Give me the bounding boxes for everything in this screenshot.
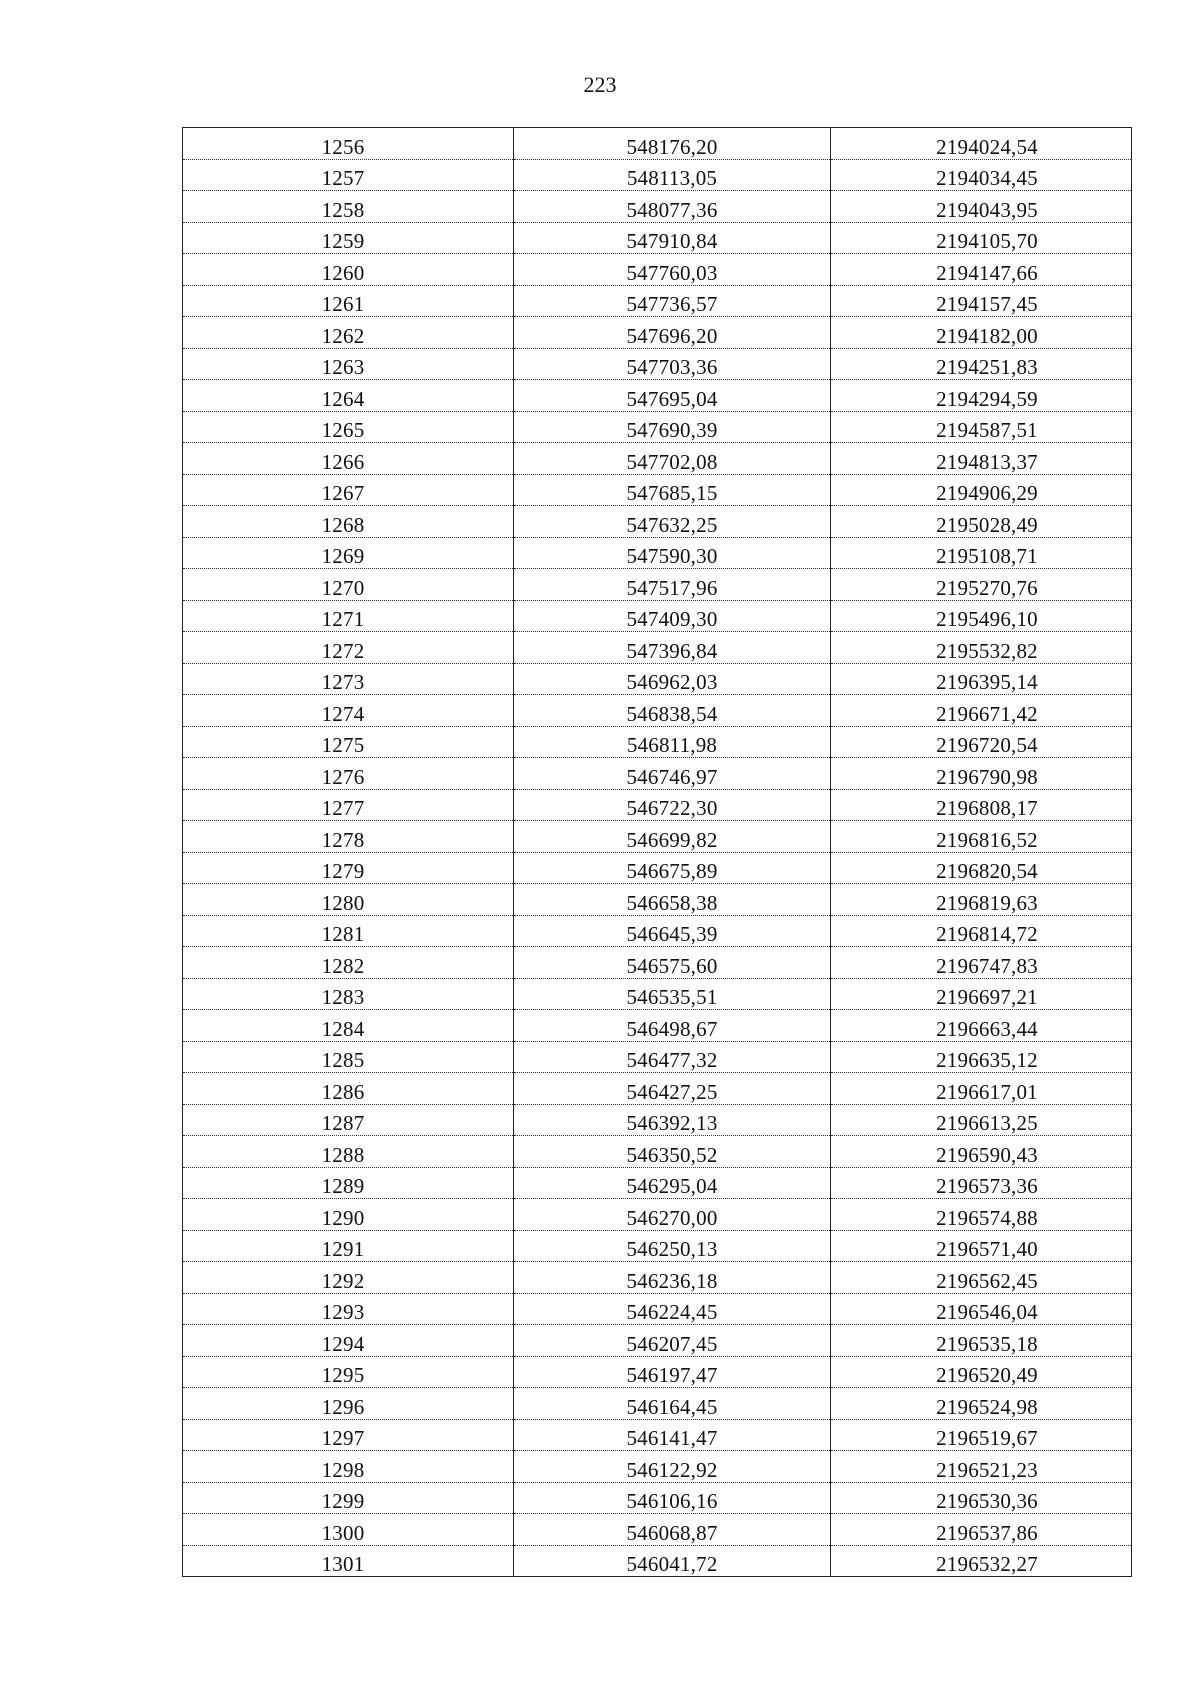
x-coordinate-cell: 547590,30 (514, 537, 831, 569)
point-number-cell: 1274 (183, 695, 514, 727)
table-row (183, 1451, 1132, 1483)
table-row (183, 1104, 1132, 1136)
x-coordinate-cell: 546197,47 (514, 1356, 831, 1388)
x-coordinate-cell: 547696,20 (514, 317, 831, 349)
y-coordinate-cell: 2196521,23 (831, 1451, 1132, 1483)
point-number-cell: 1271 (183, 600, 514, 632)
x-coordinate-cell: 546224,45 (514, 1293, 831, 1325)
y-coordinate-cell: 2196537,86 (831, 1514, 1132, 1546)
y-coordinate-cell: 2194906,29 (831, 474, 1132, 506)
table-row (183, 915, 1132, 947)
y-coordinate-cell: 2194043,95 (831, 191, 1132, 223)
y-coordinate-cell: 2196663,44 (831, 1010, 1132, 1042)
y-coordinate-cell: 2195270,76 (831, 569, 1132, 601)
x-coordinate-cell: 546041,72 (514, 1545, 831, 1577)
point-number-cell: 1298 (183, 1451, 514, 1483)
table-row (183, 695, 1132, 727)
point-number-cell: 1259 (183, 222, 514, 254)
table-row (183, 1230, 1132, 1262)
y-coordinate-cell: 2195532,82 (831, 632, 1132, 664)
x-coordinate-cell: 547910,84 (514, 222, 831, 254)
y-coordinate-cell: 2196816,52 (831, 821, 1132, 853)
table-row (183, 285, 1132, 317)
y-coordinate-cell: 2195496,10 (831, 600, 1132, 632)
table-row (183, 380, 1132, 412)
point-number-cell: 1295 (183, 1356, 514, 1388)
point-number-cell: 1266 (183, 443, 514, 475)
y-coordinate-cell: 2194813,37 (831, 443, 1132, 475)
x-coordinate-cell: 548176,20 (514, 128, 831, 160)
y-coordinate-cell: 2196790,98 (831, 758, 1132, 790)
x-coordinate-cell: 546699,82 (514, 821, 831, 853)
table-row (183, 1293, 1132, 1325)
point-number-cell: 1278 (183, 821, 514, 853)
table-row (183, 128, 1132, 160)
y-coordinate-cell: 2195028,49 (831, 506, 1132, 538)
point-number-cell: 1286 (183, 1073, 514, 1105)
point-number-cell: 1260 (183, 254, 514, 286)
x-coordinate-cell: 546207,45 (514, 1325, 831, 1357)
point-number-cell: 1287 (183, 1104, 514, 1136)
x-coordinate-cell: 548113,05 (514, 159, 831, 191)
point-number-cell: 1258 (183, 191, 514, 223)
point-number-cell: 1290 (183, 1199, 514, 1231)
table-row (183, 1136, 1132, 1168)
table-row (183, 159, 1132, 191)
point-number-cell: 1269 (183, 537, 514, 569)
x-coordinate-cell: 546477,32 (514, 1041, 831, 1073)
table-row (183, 1514, 1132, 1546)
y-coordinate-cell: 2196532,27 (831, 1545, 1132, 1577)
y-coordinate-cell: 2196520,49 (831, 1356, 1132, 1388)
point-number-cell: 1276 (183, 758, 514, 790)
y-coordinate-cell: 2194294,59 (831, 380, 1132, 412)
point-number-cell: 1277 (183, 789, 514, 821)
x-coordinate-cell: 546575,60 (514, 947, 831, 979)
y-coordinate-cell: 2196814,72 (831, 915, 1132, 947)
x-coordinate-cell: 547396,84 (514, 632, 831, 664)
y-coordinate-cell: 2196530,36 (831, 1482, 1132, 1514)
table-row (183, 1167, 1132, 1199)
y-coordinate-cell: 2196571,40 (831, 1230, 1132, 1262)
table-row (183, 506, 1132, 538)
point-number-cell: 1273 (183, 663, 514, 695)
y-coordinate-cell: 2194147,66 (831, 254, 1132, 286)
table-row (183, 884, 1132, 916)
y-coordinate-cell: 2196546,04 (831, 1293, 1132, 1325)
point-number-cell: 1265 (183, 411, 514, 443)
x-coordinate-cell: 546270,00 (514, 1199, 831, 1231)
y-coordinate-cell: 2196671,42 (831, 695, 1132, 727)
x-coordinate-cell: 546122,92 (514, 1451, 831, 1483)
y-coordinate-cell: 2194182,00 (831, 317, 1132, 349)
point-number-cell: 1262 (183, 317, 514, 349)
table-row (183, 222, 1132, 254)
y-coordinate-cell: 2196535,18 (831, 1325, 1132, 1357)
table-row (183, 411, 1132, 443)
point-number-cell: 1264 (183, 380, 514, 412)
point-number-cell: 1272 (183, 632, 514, 664)
x-coordinate-cell: 546675,89 (514, 852, 831, 884)
x-coordinate-cell: 547517,96 (514, 569, 831, 601)
x-coordinate-cell: 546645,39 (514, 915, 831, 947)
x-coordinate-cell: 546746,97 (514, 758, 831, 790)
x-coordinate-cell: 546838,54 (514, 695, 831, 727)
y-coordinate-cell: 2196720,54 (831, 726, 1132, 758)
x-coordinate-cell: 547736,57 (514, 285, 831, 317)
table-row (183, 1356, 1132, 1388)
table-row (183, 1325, 1132, 1357)
point-number-cell: 1288 (183, 1136, 514, 1168)
point-number-cell: 1275 (183, 726, 514, 758)
table-row (183, 474, 1132, 506)
point-number-cell: 1297 (183, 1419, 514, 1451)
y-coordinate-cell: 2196395,14 (831, 663, 1132, 695)
y-coordinate-cell: 2196562,45 (831, 1262, 1132, 1294)
table-row (183, 1073, 1132, 1105)
x-coordinate-cell: 546106,16 (514, 1482, 831, 1514)
y-coordinate-cell: 2194251,83 (831, 348, 1132, 380)
x-coordinate-cell: 547760,03 (514, 254, 831, 286)
table-row (183, 789, 1132, 821)
y-coordinate-cell: 2196613,25 (831, 1104, 1132, 1136)
point-number-cell: 1291 (183, 1230, 514, 1262)
table-row (183, 1262, 1132, 1294)
table-row (183, 348, 1132, 380)
table-row (183, 569, 1132, 601)
y-coordinate-cell: 2196747,83 (831, 947, 1132, 979)
x-coordinate-cell: 546427,25 (514, 1073, 831, 1105)
y-coordinate-cell: 2196819,63 (831, 884, 1132, 916)
coordinates-table-body (183, 128, 1132, 1577)
table-row (183, 1388, 1132, 1420)
point-number-cell: 1282 (183, 947, 514, 979)
x-coordinate-cell: 547632,25 (514, 506, 831, 538)
x-coordinate-cell: 546236,18 (514, 1262, 831, 1294)
point-number-cell: 1280 (183, 884, 514, 916)
x-coordinate-cell: 547695,04 (514, 380, 831, 412)
y-coordinate-cell: 2194157,45 (831, 285, 1132, 317)
table-row (183, 600, 1132, 632)
point-number-cell: 1267 (183, 474, 514, 506)
x-coordinate-cell: 546498,67 (514, 1010, 831, 1042)
x-coordinate-cell: 546250,13 (514, 1230, 831, 1262)
point-number-cell: 1256 (183, 128, 514, 160)
point-number-cell: 1293 (183, 1293, 514, 1325)
y-coordinate-cell: 2196590,43 (831, 1136, 1132, 1168)
point-number-cell: 1292 (183, 1262, 514, 1294)
table-row (183, 852, 1132, 884)
x-coordinate-cell: 546068,87 (514, 1514, 831, 1546)
table-row (183, 978, 1132, 1010)
point-number-cell: 1284 (183, 1010, 514, 1042)
x-coordinate-cell: 548077,36 (514, 191, 831, 223)
x-coordinate-cell: 546350,52 (514, 1136, 831, 1168)
x-coordinate-cell: 546811,98 (514, 726, 831, 758)
point-number-cell: 1268 (183, 506, 514, 538)
point-number-cell: 1283 (183, 978, 514, 1010)
point-number-cell: 1257 (183, 159, 514, 191)
table-row (183, 1482, 1132, 1514)
table-row (183, 632, 1132, 664)
x-coordinate-cell: 546658,38 (514, 884, 831, 916)
y-coordinate-cell: 2194105,70 (831, 222, 1132, 254)
table-row (183, 317, 1132, 349)
point-number-cell: 1300 (183, 1514, 514, 1546)
y-coordinate-cell: 2196617,01 (831, 1073, 1132, 1105)
table-row (183, 947, 1132, 979)
coordinates-table (182, 127, 1132, 1577)
point-number-cell: 1294 (183, 1325, 514, 1357)
x-coordinate-cell: 546535,51 (514, 978, 831, 1010)
point-number-cell: 1285 (183, 1041, 514, 1073)
x-coordinate-cell: 547703,36 (514, 348, 831, 380)
point-number-cell: 1301 (183, 1545, 514, 1577)
table-row (183, 191, 1132, 223)
x-coordinate-cell: 547702,08 (514, 443, 831, 475)
x-coordinate-cell: 547685,15 (514, 474, 831, 506)
table-row (183, 1419, 1132, 1451)
x-coordinate-cell: 546962,03 (514, 663, 831, 695)
x-coordinate-cell: 547409,30 (514, 600, 831, 632)
y-coordinate-cell: 2196820,54 (831, 852, 1132, 884)
table-row (183, 254, 1132, 286)
x-coordinate-cell: 546141,47 (514, 1419, 831, 1451)
point-number-cell: 1279 (183, 852, 514, 884)
page-number: 223 (583, 72, 617, 97)
x-coordinate-cell: 546722,30 (514, 789, 831, 821)
point-number-cell: 1263 (183, 348, 514, 380)
point-number-cell: 1289 (183, 1167, 514, 1199)
point-number-cell: 1281 (183, 915, 514, 947)
x-coordinate-cell: 546295,04 (514, 1167, 831, 1199)
table-row (183, 1199, 1132, 1231)
table-row (183, 443, 1132, 475)
x-coordinate-cell: 546164,45 (514, 1388, 831, 1420)
table-row (183, 537, 1132, 569)
table-row (183, 758, 1132, 790)
table-row (183, 726, 1132, 758)
table-row (183, 1041, 1132, 1073)
y-coordinate-cell: 2195108,71 (831, 537, 1132, 569)
y-coordinate-cell: 2194587,51 (831, 411, 1132, 443)
table-row (183, 663, 1132, 695)
y-coordinate-cell: 2196519,67 (831, 1419, 1132, 1451)
x-coordinate-cell: 546392,13 (514, 1104, 831, 1136)
point-number-cell: 1270 (183, 569, 514, 601)
table-row (183, 1010, 1132, 1042)
y-coordinate-cell: 2196635,12 (831, 1041, 1132, 1073)
y-coordinate-cell: 2194034,45 (831, 159, 1132, 191)
point-number-cell: 1261 (183, 285, 514, 317)
y-coordinate-cell: 2196808,17 (831, 789, 1132, 821)
y-coordinate-cell: 2196524,98 (831, 1388, 1132, 1420)
point-number-cell: 1299 (183, 1482, 514, 1514)
y-coordinate-cell: 2196573,36 (831, 1167, 1132, 1199)
point-number-cell: 1296 (183, 1388, 514, 1420)
table-row (183, 1545, 1132, 1577)
y-coordinate-cell: 2194024,54 (831, 128, 1132, 160)
y-coordinate-cell: 2196574,88 (831, 1199, 1132, 1231)
x-coordinate-cell: 547690,39 (514, 411, 831, 443)
y-coordinate-cell: 2196697,21 (831, 978, 1132, 1010)
table-row (183, 821, 1132, 853)
